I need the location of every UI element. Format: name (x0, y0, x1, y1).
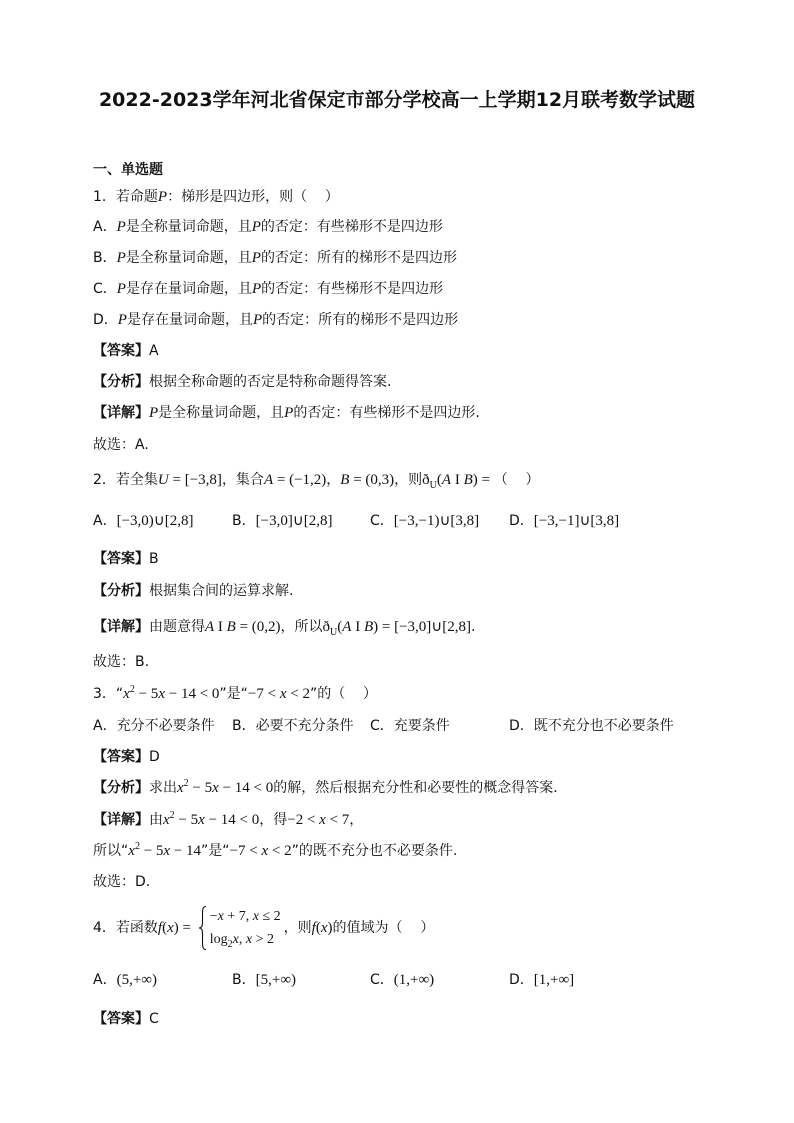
text-run: 是全称量词命题，且 (125, 250, 252, 266)
text-run: B． (93, 250, 117, 266)
math-variable: A (263, 472, 274, 488)
math-variable: x (177, 780, 184, 796)
math-expression: [−3,0]∪[2,8] (255, 513, 333, 529)
math-expression: ( (162, 920, 168, 936)
text-run: B．必要不充分条件 (232, 718, 354, 734)
math-variable: x (217, 909, 224, 924)
question-3-answer (93, 747, 160, 767)
math-superscript: 2 (183, 778, 189, 789)
math-expression: [−3,−1]∪[3,8] (533, 513, 620, 529)
math-expression: (5,+∞) (116, 972, 157, 988)
math-variable: B (463, 472, 473, 488)
question-1-analysis (93, 372, 391, 392)
text-run: C． (370, 972, 394, 988)
detail-label: 【详解】 (93, 619, 149, 635)
text-run: C． (93, 281, 117, 297)
question-2-stem (93, 470, 540, 490)
answer-label: 【答案】 (93, 343, 149, 359)
text-run: 的否定：有些梯形不是四边形. (293, 405, 480, 421)
text-run: D． (93, 312, 118, 328)
math-superscript: 2 (169, 810, 175, 821)
text-run: ，集合 (221, 472, 264, 488)
analysis-label: 【分析】 (93, 374, 149, 390)
math-subscript: U (429, 480, 437, 491)
math-expression: ) = (173, 920, 195, 936)
math-expression: < 2 (268, 843, 292, 859)
answer-value: A (149, 343, 159, 359)
question-2-answer (93, 549, 159, 569)
text-run: ，得 (259, 812, 288, 828)
math-expression: < 7 (325, 812, 350, 828)
piecewise-case (210, 905, 281, 928)
question-1-stem (93, 187, 339, 207)
math-variable: x (123, 686, 130, 702)
math-variable: P (284, 405, 294, 421)
math-subscript: 2 (227, 939, 233, 950)
math-expression: [−3,−1)∪[3,8] (393, 513, 480, 529)
question-2-analysis (93, 581, 293, 601)
text-run: ，则 (394, 472, 423, 488)
text-run: 的否定：有些梯形不是四边形 (261, 281, 444, 297)
question-3-option-a (93, 716, 232, 736)
question-2-option-c (370, 511, 509, 531)
detail-text (149, 619, 476, 638)
math-expression: ð (422, 472, 430, 488)
math-variable: B (340, 472, 350, 488)
math-expression: ) = (472, 472, 494, 488)
math-variable: x (261, 843, 269, 859)
math-expression: = (0,2) (235, 619, 281, 635)
question-1-option-d (93, 310, 458, 330)
question-4-option-d (509, 970, 713, 990)
answer-value: B (149, 551, 159, 567)
question-3-analysis (93, 778, 558, 798)
math-variable: x (320, 920, 328, 936)
math-variable: A (441, 472, 452, 488)
section-heading: 一、单选题 (93, 162, 163, 178)
math-superscript: 2 (129, 684, 135, 695)
text-run: 根据集合间的运算求解. (149, 583, 294, 599)
answer-value: D (149, 749, 160, 765)
math-variable: P (251, 281, 262, 297)
math-variable: x (167, 920, 174, 936)
text-run: 的解，然后根据充分性和必要性的概念得答案. (273, 780, 558, 796)
math-expression: ( (436, 472, 442, 488)
piecewise-function (198, 905, 281, 951)
math-expression: − (209, 909, 218, 924)
math-expression: (1,+∞) (393, 972, 435, 988)
math-expression: < 2 (286, 686, 310, 702)
text-run: ， (349, 812, 364, 828)
text-run: A． (93, 219, 117, 235)
document-title: 2022-2023学年河北省保定市部分学校高一上学期12月联考数学试题 (98, 89, 696, 111)
text-run: A． (93, 972, 117, 988)
question-1-option-b (93, 248, 457, 268)
answer-label: 【答案】 (93, 551, 149, 567)
text-run: （ ） (493, 472, 540, 488)
math-variable: P (252, 312, 263, 328)
math-expression: − 14 < 0 (204, 812, 260, 828)
question-2-option-b (232, 511, 370, 531)
math-variable: P (149, 405, 159, 421)
text-run: 的否定：有些梯形不是四边形 (260, 219, 443, 235)
math-expression: ð (322, 619, 331, 635)
question-1-conclusion: 故选：A. (93, 437, 149, 453)
left-brace-icon (198, 905, 207, 951)
detail-label: 【详解】 (93, 405, 149, 421)
analysis-label: 【分析】 (93, 780, 149, 796)
text-run: A．充分不必要条件 (93, 718, 215, 734)
question-2-options (93, 511, 713, 531)
math-variable: x (245, 932, 253, 947)
math-variable: x (279, 686, 287, 702)
math-variable: x (163, 843, 171, 859)
math-expression: −2 < (287, 812, 320, 828)
text-run: 4．若函数 (93, 920, 158, 936)
answer-value: C (149, 1011, 159, 1027)
answer-label: 【答案】 (93, 749, 149, 765)
math-variable: A (342, 619, 352, 635)
text-run: 3．“ (93, 686, 124, 702)
math-variable: x (198, 812, 205, 828)
question-3-conclusion: 故选：D. (93, 874, 151, 890)
math-variable: f (157, 920, 163, 936)
text-run: 是存在量词命题，且 (126, 312, 253, 328)
question-3-options (93, 716, 713, 736)
math-variable: P (251, 219, 261, 235)
math-variable: B (363, 619, 374, 635)
math-expression: ≤ 2 (258, 909, 281, 924)
math-expression: [−3,0)∪[2,8] (116, 513, 194, 529)
text-run: 求出 (149, 780, 177, 796)
detail-text (149, 405, 480, 421)
detail-text (149, 812, 363, 828)
math-expression: ( (315, 920, 321, 936)
math-superscript: 2 (134, 841, 140, 852)
text-run: 的值域为（ ） (332, 920, 435, 936)
math-variable: P (116, 281, 126, 297)
math-variable: x (212, 780, 219, 796)
analysis-text (149, 780, 558, 796)
question-1-option-a (93, 217, 443, 237)
question-4-answer (93, 1009, 159, 1029)
question-2-conclusion: 故选：B. (93, 654, 150, 670)
math-variable: A (205, 619, 215, 635)
math-expression: , (238, 932, 246, 947)
answer-label: 【答案】 (93, 1011, 149, 1027)
question-1-option-c (93, 279, 443, 299)
text-run: 1．若命题 (93, 189, 158, 205)
text-run: ”的（ ） (309, 686, 378, 702)
math-expression: − 14 (170, 843, 202, 859)
analysis-text (149, 374, 391, 390)
math-variable: P (117, 312, 127, 328)
text-run: . (471, 619, 476, 635)
math-variable: x (252, 909, 259, 924)
text-run: ，则 (283, 920, 312, 936)
text-run: ”是“ (201, 843, 230, 859)
math-variable: f (311, 920, 316, 936)
text-run: 是存在量词命题，且 (125, 281, 252, 297)
text-run: 由题意得 (149, 619, 205, 635)
text-run: B． (232, 972, 256, 988)
math-expression: I (351, 619, 364, 635)
question-4-option-c (370, 970, 509, 990)
math-variable: P (116, 219, 126, 235)
text-run: ， (326, 472, 341, 488)
text-run: ：梯形是四边形，则（ ） (167, 189, 339, 205)
math-expression: −7 < (229, 843, 262, 859)
detail-label: 【详解】 (93, 812, 149, 828)
math-expression: = (−1,2) (273, 472, 327, 488)
text-run: 是全称量词命题，且 (158, 405, 285, 421)
math-expression: I (214, 619, 227, 635)
math-expression: [5,+∞) (255, 972, 297, 988)
text-run: D．既不充分也不必要条件 (509, 718, 674, 734)
math-variable: x (163, 812, 170, 828)
text-run: D． (509, 972, 534, 988)
text-run: 是全称量词命题，且 (125, 219, 252, 235)
question-3-detail-continued (93, 841, 457, 861)
math-expression: = (0,3) (349, 472, 395, 488)
text-run: A． (93, 513, 117, 529)
question-3-option-d (509, 716, 713, 736)
text-run: ，所以 (280, 619, 323, 635)
text-run: C． (370, 513, 394, 529)
math-expression: > 2 (252, 932, 274, 947)
text-run: 的否定：所有的梯形不是四边形 (260, 250, 457, 266)
text-run: 根据全称命题的否定是特称命题得答案. (149, 374, 392, 390)
math-variable: P (116, 250, 126, 266)
analysis-text (149, 583, 293, 599)
math-variable: P (251, 250, 261, 266)
text-run: ”是“ (219, 686, 248, 702)
question-1-detail (93, 403, 480, 423)
math-variable: B (226, 619, 236, 635)
math-expression: −7 < (247, 686, 280, 702)
math-variable: x (158, 686, 165, 702)
question-1-answer (93, 341, 159, 361)
math-expression: ( (337, 619, 343, 635)
question-4-options (93, 970, 713, 990)
question-3-option-c (370, 716, 509, 736)
math-expression: − 5 (174, 812, 199, 828)
math-variable: x (319, 812, 326, 828)
question-4-stem (93, 904, 434, 952)
text-run: 的否定：所有的梯形不是四边形 (262, 312, 459, 328)
text-run: 2．若全集 (93, 472, 158, 488)
math-expression: [1,+∞] (533, 972, 575, 988)
text-run: ”的既不充分也不必要条件. (291, 843, 458, 859)
question-2-option-d (509, 511, 713, 531)
text-run: 由 (149, 812, 163, 828)
text-run: C．充要条件 (370, 718, 450, 734)
math-expression: − 5 (139, 843, 164, 859)
question-3-detail (93, 810, 363, 830)
math-expression: + 7, (223, 909, 253, 924)
math-variable: x (232, 932, 239, 947)
question-2-detail (93, 617, 475, 637)
piecewise-cases (210, 905, 281, 951)
math-expression: = [−3,8] (168, 472, 222, 488)
math-expression: I (451, 472, 464, 488)
math-variable: x (128, 843, 135, 859)
math-variable: U (157, 472, 169, 488)
math-expression: − 14 < 0 (218, 780, 274, 796)
question-3-option-b (232, 716, 370, 736)
math-variable: P (157, 189, 168, 205)
math-expression: log (209, 932, 228, 947)
text-run: D． (509, 513, 534, 529)
question-4-option-a (93, 970, 232, 990)
math-expression: ) = [−3,0]∪[2,8] (373, 619, 471, 635)
text-run: 所以“ (93, 843, 129, 859)
analysis-label: 【分析】 (93, 583, 149, 599)
math-expression: ) (327, 920, 333, 936)
math-subscript: U (330, 627, 338, 638)
question-3-stem (93, 684, 377, 704)
piecewise-case (210, 928, 281, 951)
question-2-option-a (93, 511, 232, 531)
math-expression: − 14 < 0 (164, 686, 220, 702)
math-expression: − 5 (188, 780, 213, 796)
question-4-option-b (232, 970, 370, 990)
text-run: B． (232, 513, 256, 529)
math-expression: − 5 (134, 686, 159, 702)
